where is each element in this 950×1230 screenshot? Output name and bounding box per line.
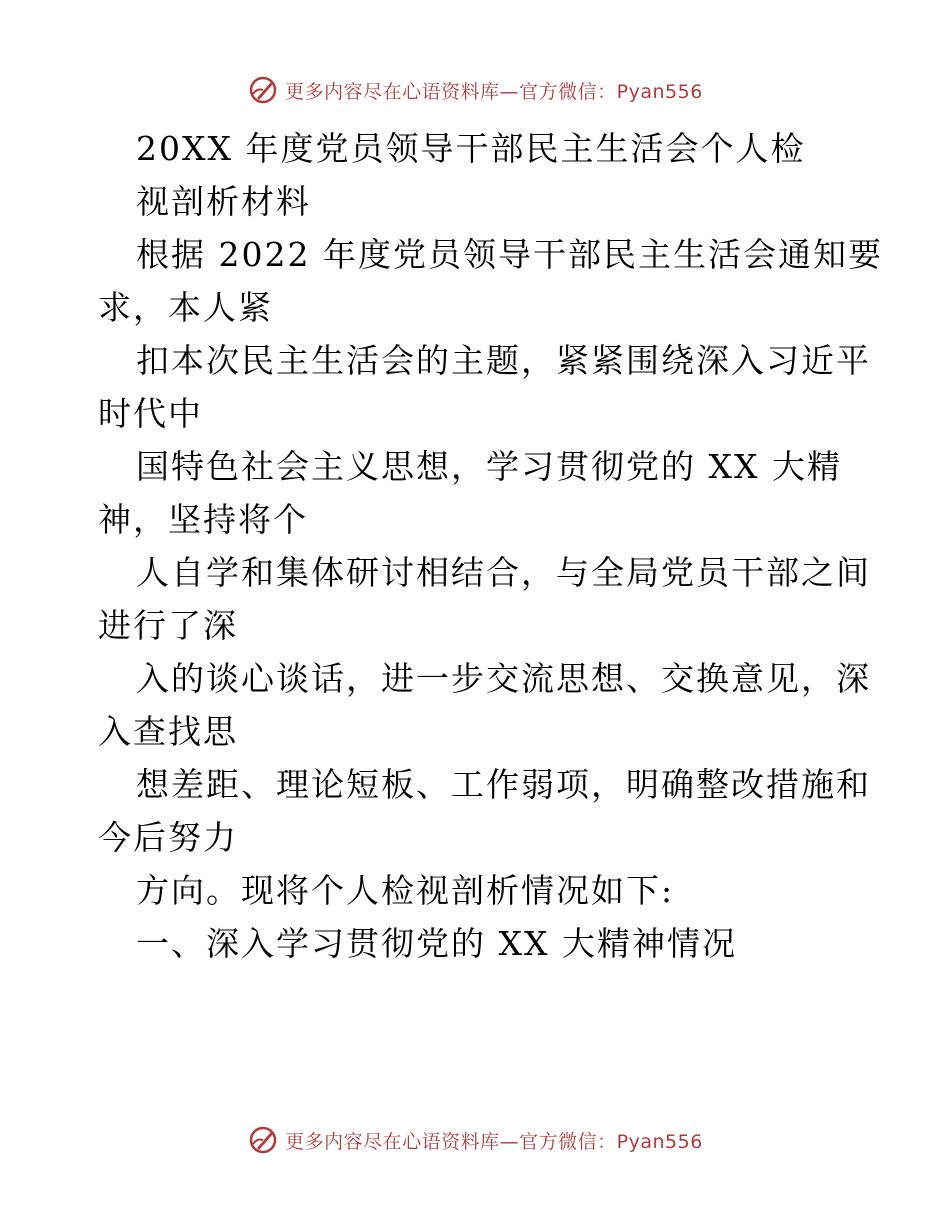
text-line: 进行了深 — [98, 606, 238, 645]
section-heading: 一、深入学习贯彻党的 XX 大精神情况 — [136, 924, 737, 963]
footer-watermark — [0, 1120, 950, 1160]
document-body — [98, 122, 883, 970]
text-line: 国特色社会主义思想，学习贯彻党的 XX 大精 — [136, 447, 842, 486]
text-line: 人自学和集体研讨相结合，与全局党员干部之间 — [136, 553, 871, 592]
text-line: 入查找思 — [98, 712, 238, 751]
text-line: 根据 2022 年度党员领导干部民主生活会通知要 — [136, 235, 883, 274]
text-line: 求，本人紧 — [98, 288, 273, 327]
text-line: 今后努力 — [98, 818, 238, 857]
quill-logo-icon — [247, 1124, 279, 1156]
header-watermark — [0, 70, 950, 110]
watermark-text: 更多内容尽在心语资料库—官方微信：Pyan556 — [285, 1130, 703, 1153]
text-line: 方向。现将个人检视剖析情况如下: — [136, 871, 675, 910]
text-line: 神，坚持将个 — [98, 500, 308, 539]
text-line: 时代中 — [98, 394, 203, 433]
text-line: 20XX 年度党员领导干部民主生活会个人检 — [136, 129, 806, 168]
text-line: 入的谈心谈话，进一步交流思想、交换意见，深 — [136, 659, 871, 698]
text-line: 扣本次民主生活会的主题，紧紧围绕深入习近平 — [136, 341, 871, 380]
text-line: 想差距、理论短板、工作弱项，明确整改措施和 — [136, 765, 871, 804]
watermark-text: 更多内容尽在心语资料库—官方微信：Pyan556 — [285, 80, 703, 103]
quill-logo-icon — [247, 74, 279, 106]
text-line: 视剖析材料 — [136, 182, 311, 221]
